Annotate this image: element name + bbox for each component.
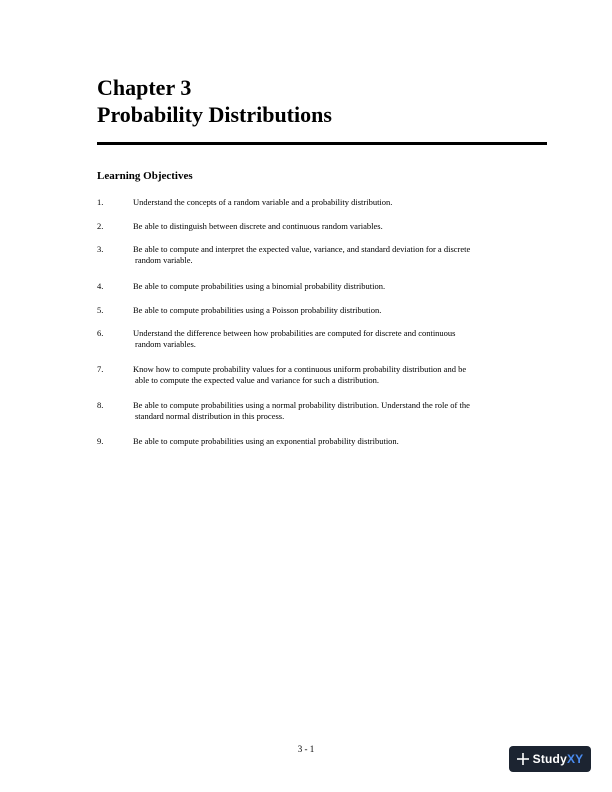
objective-number: 1. <box>97 197 104 207</box>
learning-objectives-heading: Learning Objectives <box>97 170 193 182</box>
objective-line: standard normal distribution in this process. <box>135 411 285 421</box>
objective-number: 6. <box>97 328 104 338</box>
objective-line: Be able to compute and interpret the expected value, variance, and standard deviation for a discrete <box>133 244 471 254</box>
objective-line: Know how to compute probability values for a continuous uniform probability distribution and be <box>133 364 467 374</box>
objective-number: 9. <box>97 436 104 446</box>
objective-text <box>133 305 543 316</box>
objective-number: 5. <box>97 305 104 315</box>
objective-line: random variable. <box>135 255 193 265</box>
objective-number: 8. <box>97 400 104 410</box>
brand-name <box>533 752 584 766</box>
objective-line: Understand the difference between how probabilities are computed for discrete and continuous <box>133 328 456 338</box>
objective-number: 7. <box>97 364 104 374</box>
objective-number: 3. <box>97 244 104 254</box>
objective-text <box>133 400 543 422</box>
plus-icon <box>517 753 529 765</box>
studyxy-badge[interactable] <box>509 746 591 772</box>
objective-line: Be able to compute probabilities using a binomial probability distribution. <box>133 281 386 291</box>
objective-line: able to compute the expected value and variance for such a distribution. <box>135 375 380 385</box>
objective-line: random variables. <box>135 339 196 349</box>
title-divider <box>97 142 547 145</box>
chapter-title <box>97 74 332 128</box>
objective-text <box>133 281 543 292</box>
objective-line: Be able to compute probabilities using a Poisson probability distribution. <box>133 305 382 315</box>
page-number: 3 - 1 <box>297 744 315 754</box>
objective-text <box>133 436 543 447</box>
objective-text <box>133 328 543 350</box>
objective-text <box>133 221 543 232</box>
objective-line: Be able to compute probabilities using a normal probability distribution. Understand the role of the <box>133 400 470 410</box>
objective-line: Be able to distinguish between discrete and continuous random variables. <box>133 221 383 231</box>
objective-line: Understand the concepts of a random variable and a probability distribution. <box>133 197 393 207</box>
objective-number: 4. <box>97 281 104 291</box>
objective-text <box>133 244 543 266</box>
chapter-name: Probability Distributions <box>97 102 332 127</box>
objective-number: 2. <box>97 221 104 231</box>
objective-line: Be able to compute probabilities using an exponential probability distribution. <box>133 436 399 446</box>
objective-text <box>133 364 543 386</box>
objective-text <box>133 197 543 208</box>
brand-name-main: Study <box>532 752 567 766</box>
brand-name-accent: XY <box>566 752 584 766</box>
chapter-number: Chapter 3 <box>97 75 192 100</box>
